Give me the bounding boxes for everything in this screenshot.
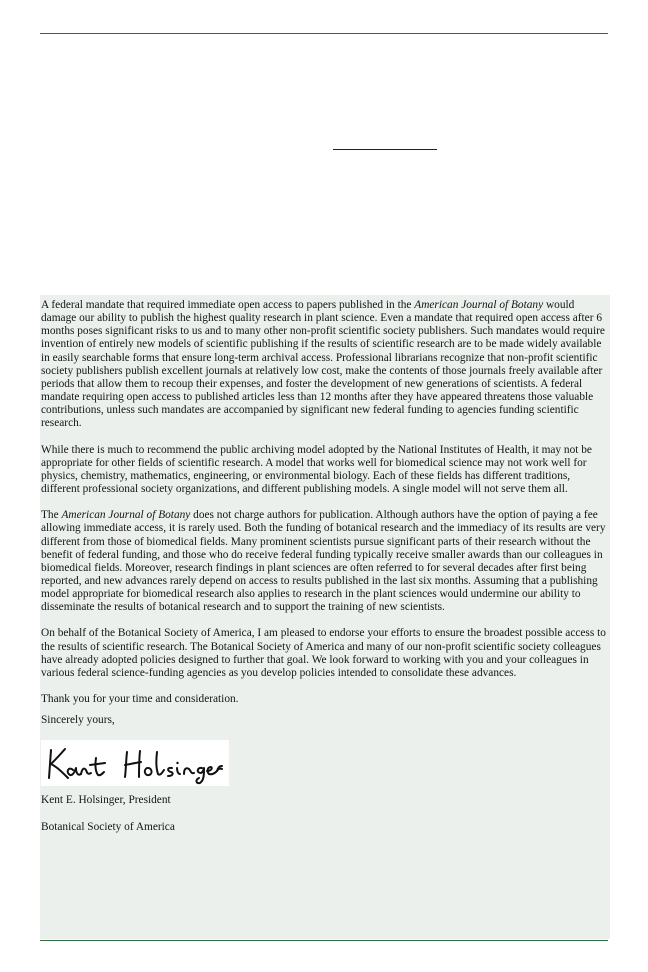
handwritten-signature <box>41 740 229 786</box>
signer-organization: Botanical Society of America <box>41 820 175 833</box>
top-rule <box>40 33 608 34</box>
thanks-line: Thank you for your time and consideration. <box>41 693 239 706</box>
signoff: Sincerely yours, <box>41 714 115 727</box>
paragraph-2: While there is much to recommend the public archiving model adopted by the National Institutes of Health, it may not be appropriate for other fields of scientific research. A model that works well for biomedical science may not work well for physics, chemistry, mathematics, engineering, or environmental biology. Each of these fields has different traditions, different professional society organizations, and different publishing models. A single model will not serve them all. <box>41 443 592 496</box>
signer-name-title: Kent E. Holsinger, President <box>41 794 171 807</box>
signature-image <box>41 740 229 786</box>
journal-title: American Journal of Botany <box>414 299 544 311</box>
paragraph-1: A federal mandate that required immediate open access to papers published in the American Journal of Botany would damage our ability to publish the highest quality research in plant science. Even a mandate that required open access after 6 months poses significant risks to us and to many other non-profit scientific society publishers. Such mandates would require invention of entirely new models of scientific publishing if the results of scientific research are to be made widely available in easily searchable forms that ensure long-term archival access. Professional librarians recognize that non-profit scientific society publishers publish excellent journals at relatively low cost, make the contents of those journals freely available after periods that allow them to recoup their expenses, and foster the development of new generations of scientists. A federal mandate requiring open access to published articles less than 12 months after they have appeared threatens those valuable contributions, unless such mandates are accompanied by significant new federal funding to agencies funding scientific research. <box>41 299 605 430</box>
letter-body <box>40 295 610 939</box>
redacted-underline <box>333 149 437 150</box>
paragraph-4: On behalf of the Botanical Society of America, I am pleased to endorse your efforts to ensure the broadest possible access to the results of scientific research. The Botanical Society of America and many of our non-profit scientific society colleagues have already adopted policies designed to further that goal. We look forward to working with you and your colleagues in various federal science-funding agencies as you develop policies intended to consolidate these advances. <box>41 627 606 679</box>
journal-title: American Journal of Botany <box>61 509 191 522</box>
paragraph-3: The American Journal of Botany does not charge authors for publication. Although authors have the option of paying a fee allowing immediate access, it is rarely used. Both the funding of botanical research and the immediacy of its results are very different from those of biomedical fields. Many prominent scientists pursue significant parts of their research without the benefit of federal funding, and those who do receive federal funding typically receive smaller awards than our colleagues in biomedical fields. Moreover, research findings in plant sciences are often referred to for several decades after first being reported, and new advances rarely depend on access to results published in the last six months. Assuming that a publishing model appropriate for biomedical research also applies to research in the plant sciences would undermine our ability to disseminate the results of botanical research and to support the training of new scientists. <box>41 509 606 614</box>
bottom-rule <box>40 940 608 941</box>
